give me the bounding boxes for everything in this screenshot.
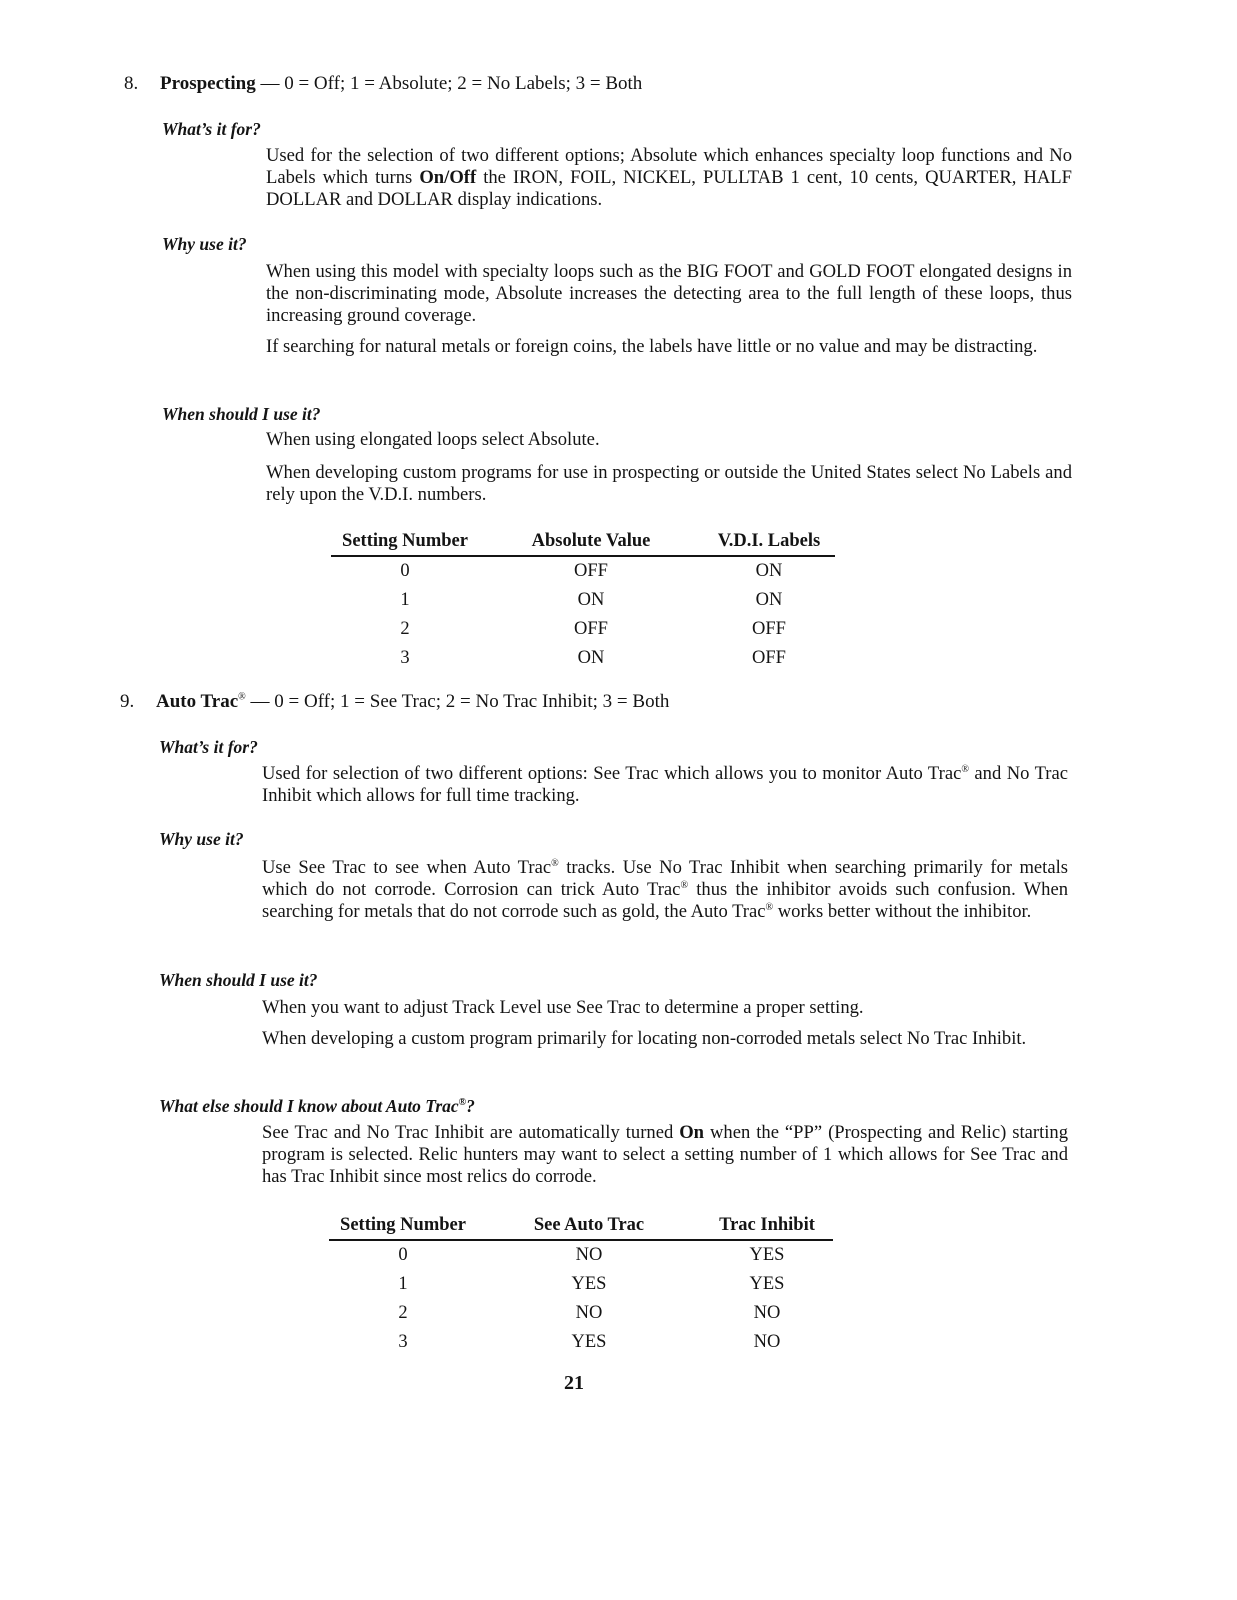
section-9-what-heading: What’s it for?	[159, 737, 258, 757]
table-cell: NO	[575, 1303, 603, 1323]
section-8-title: Prospecting	[160, 73, 256, 94]
section-9-heading	[120, 690, 669, 714]
section-8-settings-table	[331, 529, 835, 673]
column-header: Setting Number	[331, 529, 479, 556]
table-cell: 1	[400, 590, 410, 610]
table-cell: OFF	[574, 561, 608, 581]
section-8-what-heading: What’s it for?	[162, 119, 261, 139]
table-header-row	[329, 1213, 833, 1240]
registered-mark: ®	[680, 879, 689, 891]
table-cell: OFF	[574, 619, 608, 639]
section-9-what-text-b: and No Trac Inhibit which allows for full time tracking.	[262, 763, 1068, 806]
section-9-else-text-b: when the “PP” (Prospecting and Relic) starting program is selected. Relic hunters may want to select a setting number of 1 which allows for See Trac and has Trac Inhibit since most relics do corrode.	[262, 1122, 1068, 1187]
table-cell: NO	[575, 1245, 603, 1265]
section-9-when-heading: When should I use it?	[159, 970, 318, 990]
table-cell: YES	[749, 1274, 785, 1294]
section-9-why-text-b: tracks. Use No Trac Inhibit when searching primarily for metals which do not corrode. Corrosion can trick Auto Trac	[262, 857, 1068, 900]
table-cell: YES	[571, 1332, 607, 1352]
table-cell: 2	[400, 619, 410, 639]
registered-mark: ®	[238, 691, 246, 703]
section-9-when-paragraph-1: When you want to adjust Track Level use See Trac to determine a proper setting.	[262, 997, 864, 1018]
table-cell: ON	[755, 561, 783, 581]
table-cell: OFF	[752, 619, 786, 639]
section-9-why-paragraph	[262, 857, 1068, 923]
page-number: 21	[564, 1372, 584, 1394]
table-row	[331, 615, 835, 644]
section-9-else-paragraph	[262, 1122, 1068, 1188]
section-9-why-text-d: works better without the inhibitor.	[773, 901, 1032, 922]
table-cell: OFF	[752, 648, 786, 668]
table-row	[331, 556, 835, 586]
section-8-what-paragraph	[266, 145, 1072, 211]
section-9-what-text-a: Used for selection of two different options: See Trac which allows you to monitor Auto Trac	[262, 763, 962, 784]
section-9-else-text-a: See Trac and No Trac Inhibit are automatically turned	[262, 1122, 680, 1143]
section-8-when-paragraph-1: When using elongated loops select Absolute.	[266, 429, 600, 450]
column-header: Absolute Value	[479, 529, 703, 556]
section-8-why-paragraph-2: If searching for natural metals or foreign coins, the labels have little or no value and may be distracting.	[266, 336, 1038, 357]
section-9-options: — 0 = Off; 1 = See Trac; 2 = No Trac Inhibit; 3 = Both	[245, 691, 670, 712]
column-header: Trac Inhibit	[701, 1213, 833, 1240]
section-9-what-paragraph	[262, 763, 1068, 807]
table-cell: 0	[398, 1245, 408, 1265]
section-8-what-bold: On/Off	[419, 167, 477, 188]
section-8-when-heading: When should I use it?	[162, 404, 321, 424]
table-row	[331, 586, 835, 615]
column-header: V.D.I. Labels	[703, 529, 835, 556]
section-9-else-heading-end: ?	[466, 1096, 475, 1116]
section-9-why-heading: Why use it?	[159, 829, 244, 849]
section-9-settings-table	[329, 1213, 833, 1357]
section-8-when-paragraph-2: When developing custom programs for use in prospecting or outside the United States select No Labels and rely upon the V.D.I. numbers.	[266, 462, 1072, 505]
registered-mark: ®	[551, 857, 559, 869]
section-9-else-heading-text: What else should I know about Auto Trac	[159, 1096, 459, 1116]
table-cell: 2	[398, 1303, 408, 1323]
section-8-number: 8.	[124, 73, 139, 94]
table-cell: 3	[398, 1332, 408, 1352]
table-cell: 0	[400, 561, 410, 581]
section-9-else-bold: On	[679, 1122, 705, 1143]
registered-mark: ®	[765, 901, 774, 913]
table-row	[329, 1270, 833, 1299]
section-9-title: Auto Trac	[156, 691, 239, 712]
section-9-number: 9.	[120, 691, 135, 712]
table-cell: 3	[400, 648, 410, 668]
table-row	[329, 1240, 833, 1270]
table-row	[331, 644, 835, 673]
registered-mark: ®	[961, 763, 969, 775]
registered-mark: ®	[458, 1097, 467, 1109]
table-cell: NO	[753, 1303, 781, 1323]
section-8-what-text-a: Used for the selection of two different options; Absolute which enhances specialty loop functions and No Labels which turns	[266, 145, 1072, 188]
table-row	[329, 1328, 833, 1357]
section-9-why-text-c: thus the inhibitor avoids such confusion. When searching for metals that do not corrode such as gold, the Auto Trac	[262, 879, 1068, 922]
section-9-else-heading	[159, 1095, 475, 1117]
section-8-what-text-b: the IRON, FOIL, NICKEL, PULLTAB 1 cent, 10 cents, QUARTER, HALF DOLLAR and DOLLAR display indications.	[266, 167, 1073, 210]
table-cell: YES	[571, 1274, 607, 1294]
section-8-heading	[124, 72, 642, 96]
table-cell: ON	[577, 590, 605, 610]
section-8-why-heading: Why use it?	[162, 234, 247, 254]
table-cell: YES	[749, 1245, 785, 1265]
column-header: Setting Number	[329, 1213, 477, 1240]
table-cell: NO	[753, 1332, 781, 1352]
section-9-when-paragraph-2: When developing a custom program primarily for locating non-corroded metals select No Trac Inhibit.	[262, 1028, 1027, 1049]
column-header: See Auto Trac	[477, 1213, 701, 1240]
table-cell: ON	[577, 648, 605, 668]
table-header-row	[331, 529, 835, 556]
table-cell: ON	[755, 590, 783, 610]
table-cell: 1	[398, 1274, 408, 1294]
section-9-why-text-a: Use See Trac to see when Auto Trac	[262, 857, 552, 878]
section-8-options: — 0 = Off; 1 = Absolute; 2 = No Labels; 3 = Both	[255, 73, 643, 94]
section-8-why-paragraph-1: When using this model with specialty loops such as the BIG FOOT and GOLD FOOT elongated designs in the non-discriminating mode, Absolute increases the detecting area to the full length of these loops, thus increasing ground coverage.	[266, 261, 1072, 326]
table-row	[329, 1299, 833, 1328]
